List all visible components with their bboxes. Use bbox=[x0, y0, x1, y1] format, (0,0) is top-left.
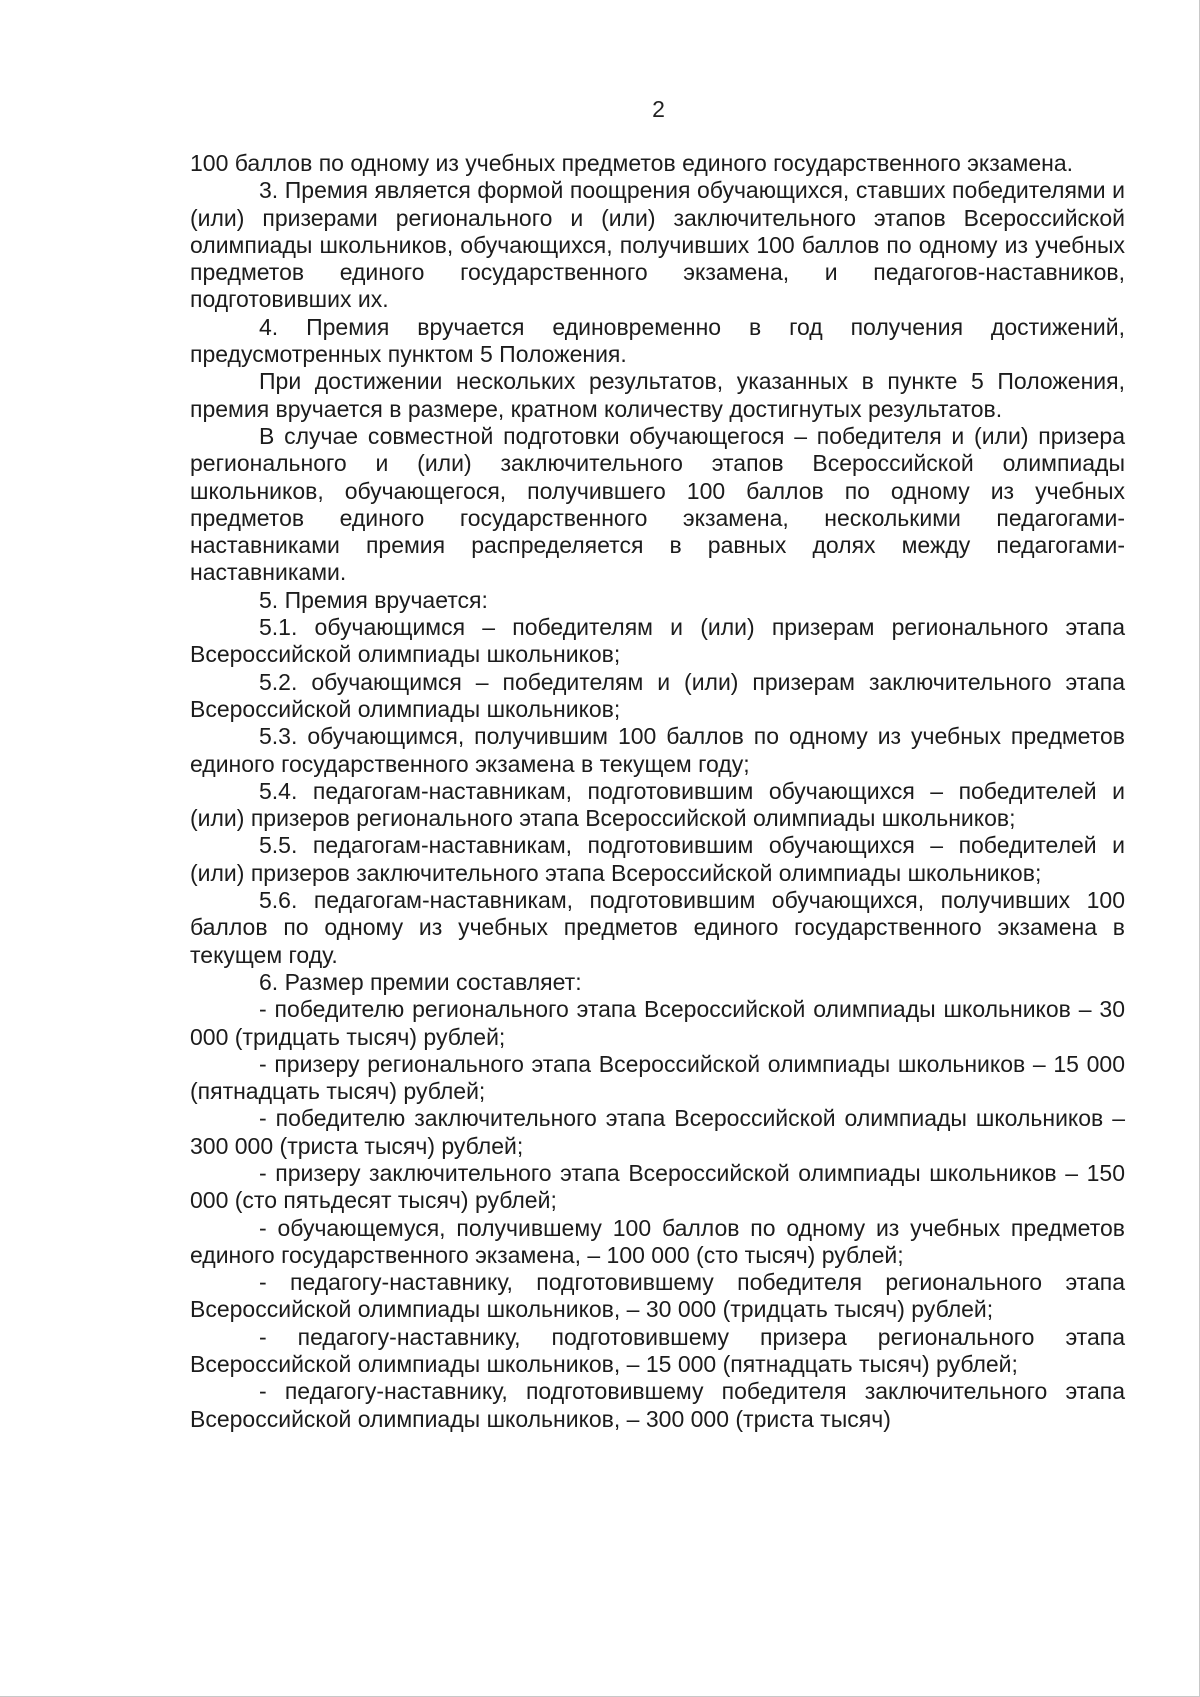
paragraph: 100 баллов по одному из учебных предметов единого государственного экзамена. bbox=[190, 150, 1074, 176]
paragraph: - победителю заключительного этапа Всероссийской олимпиады школьников – 300 000 (триста тысяч) рублей; bbox=[190, 1105, 1125, 1159]
paragraph: 5.1. обучающимся – победителям и (или) призерам регионального этапа Всероссийской олимпиады школьников; bbox=[190, 614, 1125, 668]
paragraph: 5.5. педагогам-наставникам, подготовившим обучающихся – победителей и (или) призеров заключительного этапа Всероссийской олимпиады школьников; bbox=[190, 832, 1125, 886]
paragraph: При достижении нескольких результатов, указанных в пункте 5 Положения, премия вручается в размере, кратном количеству достигнутых результатов. bbox=[190, 368, 1125, 422]
page-number: 2 bbox=[652, 96, 665, 122]
paragraph: 4. Премия вручается единовременно в год получения достижений, предусмотренных пунктом 5 Положения. bbox=[190, 313, 1125, 368]
paragraph: 5. Премия вручается: bbox=[259, 586, 488, 613]
document-body bbox=[190, 150, 1125, 1433]
paragraph: - педагогу-наставнику, подготовившему победителя заключительного этапа Всероссийской олимпиады школьников, – 300 000 (триста тысяч) bbox=[190, 1378, 1125, 1432]
paragraph: - педагогу-наставнику, подготовившему призера регионального этапа Всероссийской олимпиады школьников, – 15 000 (пятнадцать тысяч) рублей; bbox=[190, 1323, 1125, 1378]
paragraph: - призеру заключительного этапа Всероссийской олимпиады школьников – 150 000 (сто пятьдесят тысяч) рублей; bbox=[190, 1159, 1125, 1214]
paragraph: 6. Размер премии составляет: bbox=[259, 968, 582, 995]
paragraph: - победителю регионального этапа Всероссийской олимпиады школьников – 30 000 (тридцать тысяч) рублей; bbox=[190, 996, 1125, 1050]
paragraph: - призеру регионального этапа Всероссийской олимпиады школьников – 15 000 (пятнадцать тысяч) рублей; bbox=[190, 1050, 1125, 1105]
paragraph: В случае совместной подготовки обучающегося – победителя и (или) призера регионального и (или) заключительного этапов Всероссийской олимпиады школьников, обучающегося, получившего 100 баллов по одному из учебных предметов единого государственного экзамена, несколькими педагогами-наставниками премия распределяется в равных долях между педагогами-наставниками. bbox=[190, 422, 1125, 586]
paragraph: - обучающемуся, получившему 100 баллов по одному из учебных предметов единого государственного экзамена, – 100 000 (сто тысяч) рублей; bbox=[190, 1214, 1125, 1268]
paragraph: 5.4. педагогам-наставникам, подготовившим обучающихся – победителей и (или) призеров регионального этапа Всероссийской олимпиады школьников; bbox=[190, 777, 1125, 832]
paragraph: 3. Премия является формой поощрения обучающихся, ставших победителями и (или) призерами регионального и (или) заключительного этапов Всероссийской олимпиады школьников, обучающихся, получивших 100 баллов по одному из учебных предметов единого государственного экзамена, и педагогов-наставников, подготовивших их. bbox=[190, 177, 1125, 313]
paragraph: 5.6. педагогам-наставникам, подготовившим обучающихся, получивших 100 баллов по одному из учебных предметов единого государственного экзамена в текущем году. bbox=[190, 887, 1125, 968]
paragraph: 5.3. обучающимся, получившим 100 баллов по одному из учебных предметов единого государственного экзамена в текущем году; bbox=[190, 723, 1125, 777]
paragraph: - педагогу-наставнику, подготовившему победителя регионального этапа Всероссийской олимпиады школьников, – 30 000 (тридцать тысяч) рублей; bbox=[190, 1269, 1125, 1323]
paragraph: 5.2. обучающимся – победителям и (или) призерам заключительного этапа Всероссийской олимпиады школьников; bbox=[190, 668, 1125, 722]
